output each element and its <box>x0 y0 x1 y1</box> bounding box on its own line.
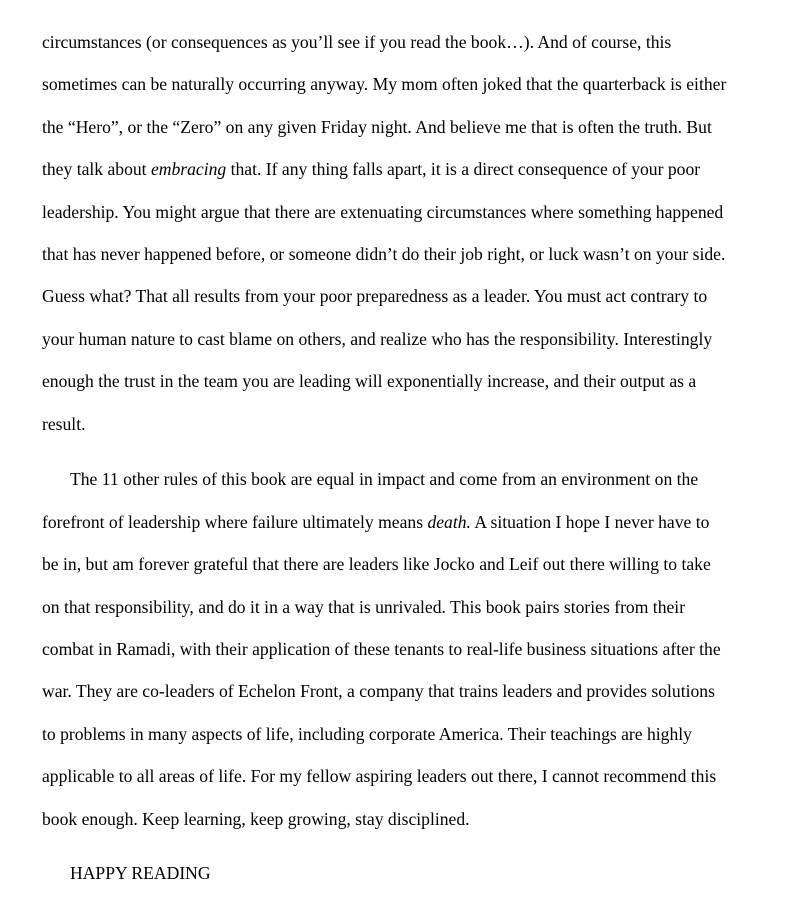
paragraph-other-rules <box>42 461 772 843</box>
closing-line: HAPPY READING <box>70 863 211 884</box>
text-line: sometimes can be naturally occurring anyway. My mom often joked that the quarterback is either <box>42 74 727 95</box>
document-page <box>42 24 772 898</box>
text-line: applicable to all areas of life. For my fellow aspiring leaders out there, I cannot recommend this <box>42 766 717 787</box>
text-line: combat in Ramadi, with their application of these tenants to real-life business situations after the <box>42 638 721 659</box>
text-line: book enough. Keep learning, keep growing, stay disciplined. <box>42 808 470 829</box>
text-line-with-emphasis <box>42 151 772 193</box>
text-line: Guess what? That all results from your poor preparedness as a leader. You must act contrary to <box>42 286 708 307</box>
paragraph-spacer <box>42 843 772 856</box>
text-line: enough the trust in the team you are leading will exponentially increase, and their output as a <box>42 371 697 392</box>
text-line: that has never happened before, or someone didn’t do their job right, or luck wasn’t on your side. <box>42 243 726 264</box>
text-segment: A situation I hope I never have to <box>470 511 710 532</box>
text-line: your human nature to cast blame on others, and realize who has the responsibility. Interestingly <box>42 328 713 349</box>
closing-paragraph <box>42 855 772 897</box>
text-line-with-emphasis <box>42 504 772 546</box>
emphasized-word: embracing <box>150 159 227 180</box>
paragraph-spacer <box>42 448 772 462</box>
text-line: result. <box>42 413 86 434</box>
text-segment: they talk about <box>42 159 151 180</box>
text-line-first-indented: The 11 other rules of this book are equal in impact and come from an environment on the <box>70 469 699 490</box>
text-line: be in, but am forever grateful that there are leaders like Jocko and Leif out there willing to take <box>42 554 711 575</box>
text-line: leadership. You might argue that there are extenuating circumstances where something happened <box>42 201 724 222</box>
text-line: on that responsibility, and do it in a way that is unrivaled. This book pairs stories from their <box>42 596 686 617</box>
text-line: the “Hero”, or the “Zero” on any given Friday night. And believe me that is often the truth. But <box>42 116 712 137</box>
text-line: circumstances (or consequences as you’ll see if you read the book…). And of course, this <box>42 32 672 52</box>
emphasized-word: death. <box>427 511 471 532</box>
text-segment: forefront of leadership where failure ultimately means <box>42 511 428 532</box>
text-segment: that. If any thing falls apart, it is a direct consequence of your poor <box>226 159 701 180</box>
paragraph-leadership-responsibility <box>42 24 772 448</box>
text-line: to problems in many aspects of life, including corporate America. Their teachings are highly <box>42 723 692 744</box>
text-line: war. They are co-leaders of Echelon Front, a company that trains leaders and provides solutions <box>42 681 715 702</box>
